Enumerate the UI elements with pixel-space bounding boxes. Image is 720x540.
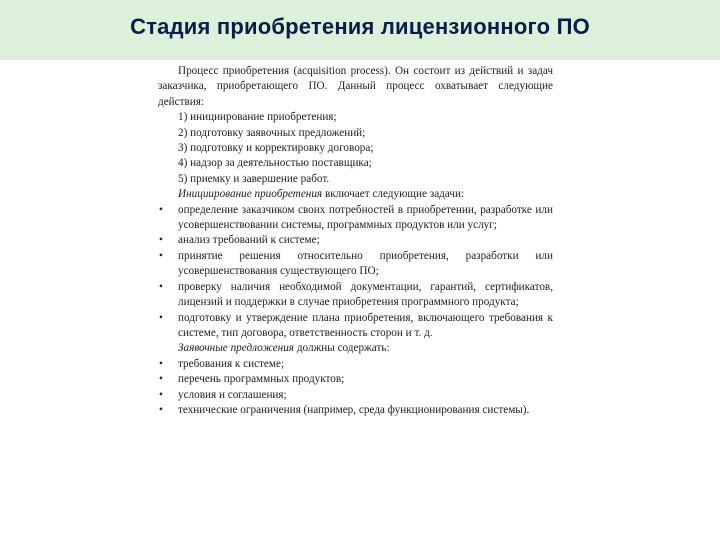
list-item-text: перечень программных продуктов; xyxy=(178,373,345,386)
list-item xyxy=(158,311,553,342)
initiation-lead: Инициирование приобретения xyxy=(178,188,323,201)
bullet-icon: • xyxy=(159,388,163,401)
list-item xyxy=(158,357,553,372)
intro-paragraph xyxy=(158,64,553,110)
initiation-list xyxy=(158,203,553,342)
action-item: 1) инициирование приобретения; xyxy=(178,111,337,124)
slide-title: Стадия приобретения лицензионного ПО xyxy=(130,14,590,39)
list-item xyxy=(158,388,553,403)
initiation-text: включает следующие задачи: xyxy=(322,188,465,201)
list-item-text: определение заказчиком своих потребностей в приобретении, разработке или усовершенствовании системы, программных продуктов или услуг; xyxy=(178,203,553,232)
bullet-icon: • xyxy=(159,403,163,416)
proposals-text: должны содержать: xyxy=(294,342,390,355)
list-item-text: подготовку и утверждение плана приобретения, включающего требования к системе, тип договора, ответственность сторон и т. д. xyxy=(178,311,553,339)
list-item-text: технические ограничения (например, среда функционирования системы). xyxy=(178,403,530,416)
action-item: 5) приемку и завершение работ. xyxy=(178,172,330,185)
proposals-heading xyxy=(158,341,553,356)
proposals-list xyxy=(158,357,553,419)
bullet-icon: • xyxy=(159,249,163,262)
list-item-text: анализ требований к системе; xyxy=(178,234,320,247)
document-body xyxy=(158,64,553,418)
intro-lead: Процесс приобретения xyxy=(178,65,290,77)
list-item-text: принятие решения относительно приобретения, разработки или усовершенствования существующего ПО; xyxy=(178,249,553,278)
intro-text: (acquisition process). Он состоит из действий и задач заказчика, приобретающего ПО. Данный процесс охватывает следующие действия: xyxy=(158,65,553,108)
list-item xyxy=(158,233,553,248)
actions-list xyxy=(158,110,553,187)
list-item xyxy=(158,403,553,418)
bullet-icon: • xyxy=(159,280,163,293)
bullet-icon: • xyxy=(159,357,163,370)
proposals-lead: Заявочные предложения xyxy=(178,342,295,355)
list-item-text: условия и соглашения; xyxy=(178,388,287,401)
bullet-icon: • xyxy=(159,234,163,247)
list-item-text: проверку наличия необходимой документации, гарантий, сертификатов, лицензий и поддержки в случае приобретения программного продукта; xyxy=(178,280,553,309)
list-item xyxy=(158,203,553,234)
action-item: 3) подготовку и корректировку договора; xyxy=(178,142,374,155)
bullet-icon: • xyxy=(159,203,163,216)
bullet-icon: • xyxy=(159,373,163,386)
list-item xyxy=(158,280,553,311)
list-item xyxy=(158,249,553,280)
initiation-heading xyxy=(158,187,553,202)
bullet-icon: • xyxy=(159,311,163,324)
action-item: 2) подготовку заявочных предложений; xyxy=(178,126,366,139)
list-item-text: требования к системе; xyxy=(178,357,285,370)
action-item: 4) надзор за деятельностью поставщика; xyxy=(178,157,372,170)
list-item xyxy=(158,372,553,387)
